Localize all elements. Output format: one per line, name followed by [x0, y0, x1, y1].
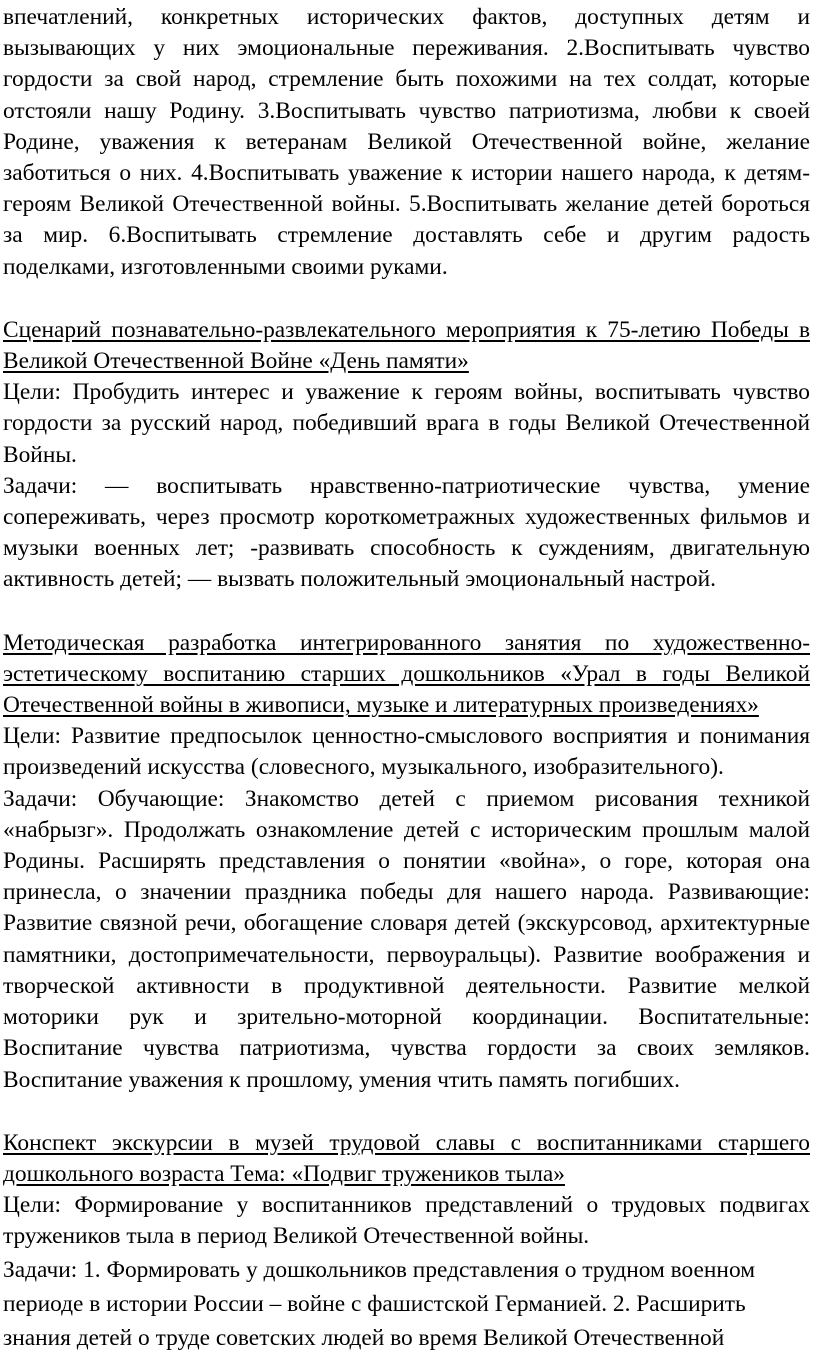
goals-paragraph — [3, 377, 810, 471]
goals-text: Формирование у воспитанников представлений о трудовых подвигах тружеников тыла в период Великой Отечественной войны. — [3, 1192, 810, 1250]
goals-label: Цели: — [3, 379, 61, 406]
tasks-label: Задачи: — [3, 472, 78, 499]
goals-label: Цели: — [3, 723, 61, 750]
tasks-text: 1. Формировать у дошкольников представления о трудном военном периоде в истории России – войне с фашистской Германией. 2. Расширить знания детей о труде советских людей во время Великой Отечественной — [3, 1256, 756, 1351]
tasks-label: Задачи: — [3, 785, 78, 812]
tasks-text: — воспитывать нравственно-патриотические чувства, умение сопереживать, через просмотр короткометражных художественных фильмов и музыки военных лет; -развивать способность к суждениям, двигательную активность детей; — вызвать положительный эмоциональный настрой. — [3, 472, 810, 593]
goals-text: Пробудить интерес и уважение к героям войны, воспитывать чувство гордости за русский народ, победивший врага в годы Великой Отечественной Войны. — [3, 379, 810, 468]
intro-paragraph: впечатлений, конкретных исторических фактов, доступных детям и вызывающих у них эмоциональные переживания. 2.Воспитывать чувство гордости за свой народ, стремление быть похожими на тех солдат, которые отстояли нашу Родину. 3.Воспитывать чувство патриотизма, любви к своей Родине, уважения к ветеранам Великой Отечественной войне, желание заботиться о них. 4.Воспитывать уважение к истории нашего народа, к детям-героям Великой Отечественной войны. 5.Воспитывать желание детей бороться за мир. 6.Воспитывать стремление доставлять себе и другим радость поделками, изготовленными своими руками. — [3, 4, 810, 280]
tasks-paragraph — [3, 784, 810, 1096]
section-title: Конспект экскурсии в музей трудовой славы с воспитанниками старшего дошкольного возраста Тема: «Подвиг тружеников тыла» — [3, 1129, 810, 1187]
section-title: Сценарий познавательно-развлекательного мероприятия к 75-летию Победы в Великой Отечественной Войне «День памяти» — [3, 316, 810, 375]
goals-paragraph — [3, 721, 810, 783]
section-spacer — [3, 283, 810, 315]
goals-paragraph — [3, 1190, 810, 1252]
section-museum-excursion — [3, 1128, 810, 1355]
goals-label: Цели: — [3, 1192, 61, 1219]
tasks-block — [3, 1253, 810, 1355]
tasks-text: Обучающие: Знакомство детей с приемом рисования техникой «набрызг». Продолжать ознакомление детей с историческим прошлым малой Родины. Расширять представления о понятии «война», о горе, которая она принесла, о значении праздника победы для нашего народа. Развивающие: Развитие связной речи, обогащение словаря детей (экскурсовод, архитектурные памятники, достопримечательности, первоуральцы). Развитие воображения и творческой активности в продуктивной деятельности. Развитие мелкой моторики рук и зрительно-моторной координации. Воспитательные: Воспитание чувства патриотизма, чувства гордости за своих земляков. Воспитание уважения к прошлому, умения чтить память погибших. — [3, 785, 810, 1093]
section-spacer — [3, 596, 810, 628]
section-memory-day — [3, 315, 810, 596]
goals-text: Развитие предпосылок ценностно-смыслового восприятия и понимания произведений искусства (словесного, музыкального, изобразительного). — [3, 723, 810, 781]
tasks-paragraph — [3, 471, 810, 596]
section-ural-lesson — [3, 628, 810, 1096]
tasks-paragraph — [3, 1253, 810, 1355]
tasks-label: Задачи: — [3, 1256, 78, 1283]
section-title: Методическая разработка интегрированного занятия по художественно-эстетическому воспитанию старших дошкольников «Урал в годы Великой Отечественной войны в живописи, музыке и литературных произведениях» — [3, 629, 810, 719]
section-spacer — [3, 1096, 810, 1128]
